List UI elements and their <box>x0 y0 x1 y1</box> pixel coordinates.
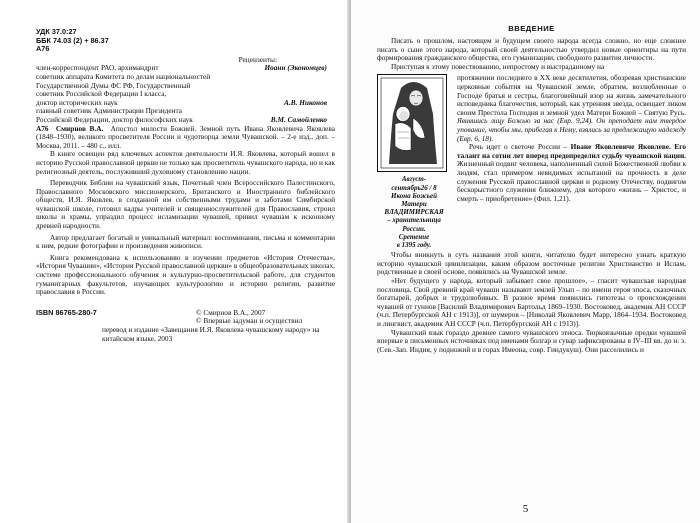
icon-text-1b: (Евр. 9,24). Он преподает нам твердое упование, чтобы мы, прибегая к Нему, взялись за предлежащую надежду (Евр. 6, 18). <box>457 116 686 143</box>
page-number: 5 <box>522 503 529 515</box>
author-code: А76 <box>36 44 50 54</box>
vladimir-icon-image <box>377 74 447 172</box>
icon-column <box>377 74 451 249</box>
copyright-3: перевод и издание «Завещания И.Я. Яковлева чувашскому народу» на китайском языке, 2003 <box>102 325 320 343</box>
reviewer-1: член-корреспондент РАО, архимандрит Иоанн (Экономцев) советник аппарата Комитета по делам национальностей Государственной Думы ФС РФ, Государственный советник Российской Федерации I класса, <box>36 63 327 99</box>
icon-text-2-bold: Иване Яковлевиче Яковлеве. Его талант на сотни лет вперед предопределил судьбу чувашской нации. <box>457 142 687 160</box>
chapter-heading: ВВЕДЕНИЕ <box>508 24 555 33</box>
paragraph-4: Книга рекомендована к использованию в изучении предметов «История Отечества», «История Чувашии», «История Русской православной церкви» в общеобразовательных школах, системе профессионального обучения и культурно-просветительской работе, для студентов гуманитарных факультетов, изучающих культурологию и историю религии, развитие православия в России. <box>36 252 335 297</box>
isbn: ISBN 86765-280-7 <box>36 307 97 317</box>
udk-code: УДК 37.0:27 <box>36 27 77 36</box>
reviewers-title: Рецензенты: <box>238 54 277 64</box>
tail-paragraph-1: Чтобы вникнуть в суть названия этой книги, читателю будет интересно узнать краткую историю чувашской цивилизации, каким образом восточные религии Христианство и Ислам, родственные в своей основе, появились на Чувашской земле. <box>377 250 686 277</box>
icon-caption: Август- сентябрь26 / 8 Икона Божьей Матери ВЛАДИМИРСКАЯ – хранительница России. Сретение в 1395 году. <box>384 175 444 249</box>
reviewer-1-name: Иоанн (Экономцев) <box>264 63 327 73</box>
paragraph-1: В книге освещен ряд ключевых аспектов деятельности И.Я. Яковлева, который вошел в историю Русской православной церкви не только как просветитель чувашского народа, но и как религиозный деятель, послуживший духовному становлению нации. <box>36 149 335 176</box>
reviewer-2-name: А.В. Никонов <box>284 97 327 107</box>
paragraph-2: Переводчик Библии на чувашский язык, Почетный член Всероссийского Палестинского, Православного Московского миссионерского, Британского и Иностранного библейского обществ, И.Я. Яковлев, в созданной им собственными трудами и заботами Симбирской чувашской школе, готовил кадры учителей и священнослужителей для Православия, строил школы и храмы, упраздил процесс исламизации чувашей, привил чувашам к исконному древней народности. <box>36 178 335 231</box>
icon-quote-1: Явившись лицу Божью за нас <box>457 116 555 126</box>
left-page <box>0 0 349 523</box>
icon-block <box>377 74 686 249</box>
copyright-2: © Впервые задуман и осуществил <box>196 316 303 326</box>
tail-paragraph-3: Чувашский язык гораздо древнее самого чувашского этноса. Тюркоязычные предки чувашей впервые в письменных источниках под именами болгар и сувар зафиксированы в IV–III вв. до н. э. (Сев.-Зап. Индия, у подножий и в горах Имеона, совр. Гиндукуш). Они расселились и <box>377 327 686 354</box>
right-page <box>351 0 700 523</box>
reviewer-2: доктор исторических наук А.В. Никонов главный советник Администрации Президента <box>36 97 327 116</box>
isbn-row <box>36 309 335 318</box>
copyright: © Смирнов В.А., 2007 <box>196 307 266 317</box>
abstract-code: А76 <box>36 123 49 133</box>
icon-side-text <box>451 74 686 249</box>
bbk-code: ББК 74.03 (2) + 86.37 <box>36 35 109 45</box>
tail-paragraph-2: «Нет будущего у народа, который забывает свое прошлое», – гласит чувашская народная пословица. Свой древний край чуваши называют землей Улып – по имени героя эпоса, сказочных богатырей, добрых и трудолюбивых. В разное время появились гипотезы о происхождении чувашей от гуннов [Василий Владимирович Бартольд 1869–1930. Востоковед, академик АН СССР (ч.п. Петербургской АН с 1913)], от шумеров – [Николай Яковлевич Марр, 1864–1934. Востоковед и лингвист, академик АН СССР (ч.п. Петербургской АН с 1913)]. <box>377 275 686 328</box>
reviewer-3: Российской Федерации, доктор философских наук В.М. Самойленко <box>36 114 327 124</box>
abstract-author: Смирнов В.А. <box>55 123 104 133</box>
reviewer-3-name: В.М. Самойленко <box>270 114 327 124</box>
intro-paragraph-2: Приступая к этому повествованию, непростому и выстраданному на <box>391 61 605 71</box>
icon-text-2: Жизненный подвиг человека, наполненный силой Божественной любви к людям, стал примером невидимых испытаний на прочность в деле служения Русской православной церкви и родному Отечеству, подвигом бескорыстного служения ближнему, для которого «жизнь – Христос, и смерть – приобретение» (Фил. 1,21). <box>457 159 686 203</box>
paragraph-3: Автор предлагает богатый и уникальный материал: воспоминания, письма и комментарии к ним, редкие фотографии и произведения живописи. <box>36 232 335 251</box>
icon-text-1: протяжении последнего в XX веке десятилетия, обозревая христианские церковные события на Чувашской земле, обратим, возлюбленные о Господе братья и сестры, благоговейный взор на жизнь замечательного исповедника благочестия, который, как утренняя звезда, освещает ликом своим Престола Господня и земной удел Матери Божией – Святую Русь. <box>457 73 686 117</box>
abstract <box>36 125 335 151</box>
abstract-text: Апостол милости Божией. Земной путь Ивана Яковлевича Яковлева (1848–1930), великого просветителя России и чудотворца земли Чувашской. – 2-е изд., доп. – Москва, 2011. – 480 с., илл. <box>36 123 335 150</box>
icon-text-2-lead: Речь идет о светоче России – <box>469 142 568 152</box>
intro-paragraph-1: Писать о прошлом, настоящем и будущем своего народа всегда сложно, но еще сложнее писать о сыне этого народа, который своей деятельностью утвердил новые ориентиры на пути формирования гражданского общества, его гуманизации, свободного развития личности. <box>377 36 686 63</box>
